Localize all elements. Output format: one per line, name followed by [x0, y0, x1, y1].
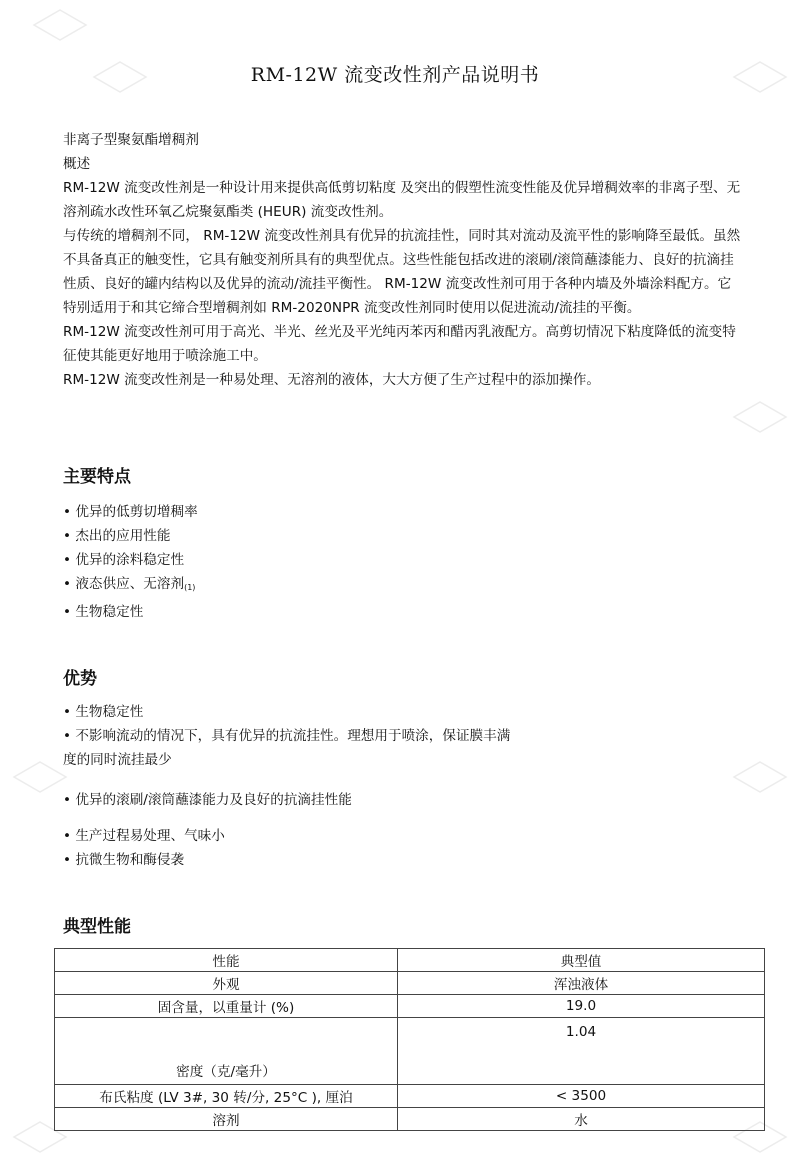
list-item: • 优异的低剪切增稠率 — [63, 500, 683, 524]
properties-heading: 典型性能 — [63, 917, 131, 937]
table-row — [55, 1018, 765, 1085]
table-header: 典型值 — [398, 949, 765, 972]
list-item: • 生物稳定性 — [63, 600, 683, 624]
list-item: • 抗微生物和酶侵袭 — [63, 848, 683, 872]
list-item: • 液态供应、无溶剂$^{(1)}$ — [63, 572, 683, 600]
table-header: 性能 — [55, 949, 398, 972]
list-item: • 优异的涂料稳定性 — [63, 548, 683, 572]
paragraph: RM-12W 流变改性剂可用于高光、半光、丝光及平光纯丙苯丙和醋丙乳液配方。高剪切情况下粘度降低的流变特征使其能更好地用于喷涂施工中。 — [63, 324, 736, 364]
table-row — [55, 1108, 765, 1131]
table-cell: 浑浊液体 — [398, 972, 765, 995]
advantages-list — [63, 700, 683, 872]
product-type: 非离子型聚氨酯增稠剂 — [63, 132, 199, 148]
table-row — [55, 995, 765, 1018]
table-cell: 密度（克/毫升） — [55, 1018, 398, 1085]
document-title: RM-12W 流变改性剂产品说明书 — [250, 64, 540, 86]
table-header-row — [55, 949, 765, 972]
list-item: • 不影响流动的情况下，具有优异的抗流挂性。理想用于喷涂，保证膜丰满 — [63, 724, 683, 748]
paragraph: RM-12W 流变改性剂是一种易处理、无溶剂的液体，大大方便了生产过程中的添加操作。 — [63, 372, 600, 388]
table-cell: 固含量，以重量计 (%) — [55, 995, 398, 1018]
properties-table — [54, 948, 765, 1131]
intro-section — [63, 128, 743, 392]
list-item: • 生物稳定性 — [63, 700, 683, 724]
list-item-continuation: 度的同时流挂最少 — [63, 752, 172, 768]
paragraph: RM-12W 流变改性剂是一种设计用来提供高低剪切粘度 及突出的假塑性流变性能及优异增稠效率的非离子型、无溶剂疏水改性环氧乙烷聚氨酯类 (HEUR) 流变改性剂。 — [63, 180, 741, 220]
table-cell: 19.0 — [398, 995, 765, 1018]
advantages-heading: 优势 — [63, 669, 97, 689]
table-cell: < 3500 — [398, 1085, 765, 1108]
table-cell: 1.04 — [398, 1018, 765, 1085]
table-row — [55, 1085, 765, 1108]
table-cell: 水 — [398, 1108, 765, 1131]
table-cell: 溶剂 — [55, 1108, 398, 1131]
list-item: • 优异的滚刷/滚筒蘸漆能力及良好的抗滴挂性能 — [63, 788, 683, 812]
overview-label: 概述 — [63, 156, 91, 172]
table-cell: 布氏粘度 (LV 3#, 30 转/分, 25°C ), 厘泊 — [55, 1085, 398, 1108]
table-row — [55, 972, 765, 995]
paragraph: 与传统的增稠剂不同， RM-12W 流变改性剂具有优异的抗流挂性，同时其对流动及流平性的影响降至最低。虽然不具备真正的触变性，它具有触变剂所具有的典型优点。这些性能包括改进的滚刷/滚筒蘸漆能力、良好的抗滴挂性质、良好的罐内结构以及优异的流动/流挂平衡性。 RM-12W 流变改性剂可用于各种内墙及外墙涂料配方。它特别适用于和其它缔合型增稠剂如 RM-2020NPR 流变改性剂同时使用以促进流动/流挂的平衡。 — [63, 228, 741, 316]
list-item: • 杰出的应用性能 — [63, 524, 683, 548]
features-list — [63, 500, 683, 624]
list-item: • 生产过程易处理、气味小 — [63, 824, 683, 848]
table-cell: 外观 — [55, 972, 398, 995]
footnote-mark: (1) — [184, 583, 196, 592]
features-heading: 主要特点 — [63, 467, 131, 487]
